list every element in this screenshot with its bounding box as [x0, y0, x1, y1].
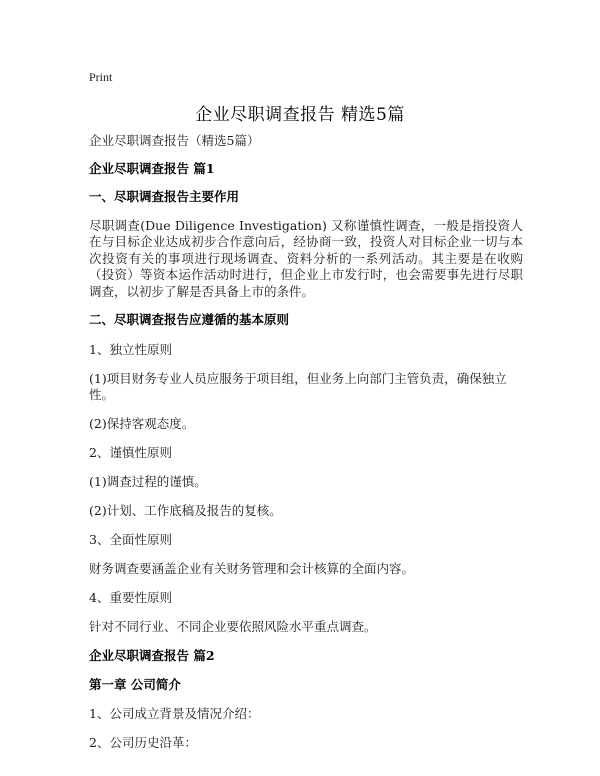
principle-1: 1、独立性原则: [89, 342, 172, 358]
chapter-1-item-1: 1、公司成立背景及情况介绍：: [89, 706, 260, 722]
principle-2-b: (2)计划、工作底稿及报告的复核。: [89, 503, 282, 519]
chapter-1-item-2: 2、公司历史沿革：: [89, 735, 197, 751]
principle-1-b: (2)保持客观态度。: [89, 416, 195, 432]
section-heading-1: 企业尽职调查报告 篇1: [89, 161, 215, 176]
heading-basic-principles: 二、尽职调查报告应遵循的基本原则: [89, 312, 290, 328]
principle-3: 3、全面性原则: [89, 532, 172, 548]
print-label[interactable]: Print: [89, 70, 113, 84]
principle-4-a: 针对不同行业、不同企业要依照风险水平重点调查。: [89, 619, 377, 635]
paragraph-definition: 尽职调查(Due Diligence Investigation) 又称谨慎性调查，一般是指投资人在与目标企业达成初步合作意向后，经协商一致，投资人对目标企业一切与本次投资有关的事项进行现场调查、资料分析的一系列活动。其主要是在收购（投资）等资本运作活动时进行，但企业上市发行时，也会需要事先进行尽职调查，以初步了解是否具备上市的条件。: [89, 218, 523, 299]
document-subtitle: 企业尽职调查报告（精选5篇）: [89, 133, 260, 148]
section-heading-2: 企业尽职调查报告 篇2: [89, 648, 215, 664]
document-body: [89, 133, 523, 764]
principle-4: 4、重要性原则: [89, 590, 172, 606]
principle-2: 2、谨慎性原则: [89, 445, 172, 461]
principle-2-a: (1)调查过程的谨慎。: [89, 474, 207, 490]
heading-main-function: 一、尽职调查报告主要作用: [89, 189, 240, 204]
page-title: 企业尽职调查报告 精选5篇: [195, 105, 405, 125]
principle-1-a: (1)项目财务专业人员应服务于项目组，但业务上向部门主管负责，确保独立性。: [89, 371, 507, 403]
principle-3-a: 财务调查要涵盖企业有关财务管理和会计核算的全面内容。: [89, 561, 415, 577]
chapter-heading-1: 第一章 公司简介: [89, 677, 181, 693]
